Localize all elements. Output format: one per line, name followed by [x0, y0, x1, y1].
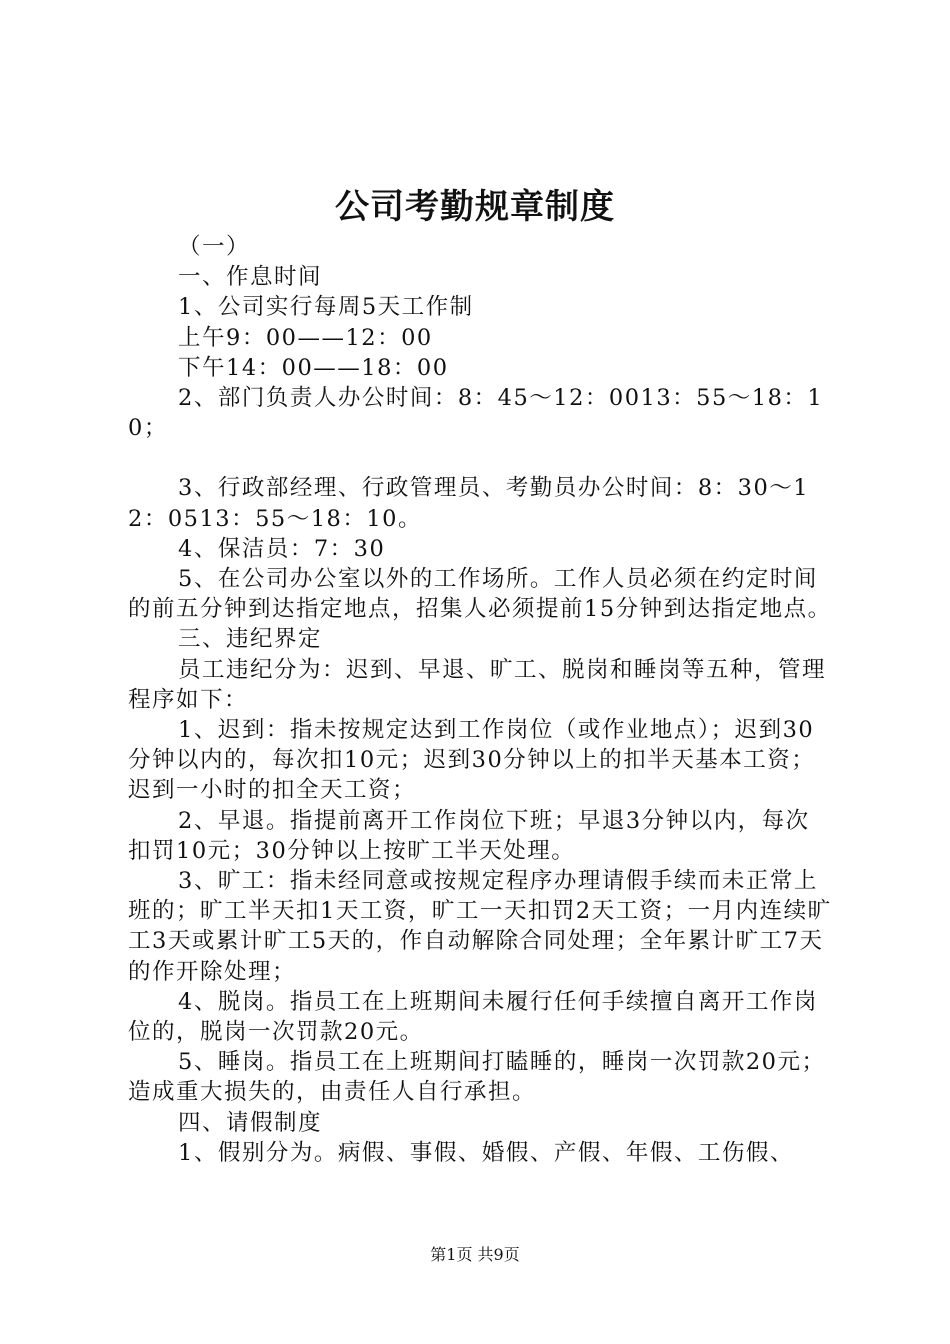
- paragraph: 1、迟到：指未按规定达到工作岗位（或作业地点）；迟到30分钟以内的，每次扣10元；迟到30分钟以上的扣半天基本工资；迟到一小时的扣全天工资；: [128, 717, 816, 804]
- blank-line: [128, 443, 832, 473]
- paragraph: 3、行政部经理、行政管理员、考勤员办公时间：8：30～12：0513：55～18：10。: [128, 475, 810, 532]
- paragraph: 5、在公司办公室以外的工作场所。工作人员必须在约定时间的前五分钟到达指定地点，招集人必须提前15分钟到达指定地点。: [128, 566, 832, 623]
- page-number: 第1页 共9页: [430, 1245, 520, 1264]
- paragraph: 5、睡岗。指员工在上班期间打瞌睡的，睡岗一次罚款20元；造成重大损失的，由责任人自行承担。: [128, 1049, 826, 1106]
- document-body: [128, 232, 832, 1168]
- paragraph: （一）: [178, 234, 251, 260]
- paragraph: 上午9：00——12：00: [178, 324, 433, 351]
- section-heading: 四、请假制度: [178, 1109, 323, 1136]
- paragraph: 2、部门负责人办公时间：8：45～12：0013：55～18：10；: [128, 385, 824, 442]
- paragraph: 下午14：00——18：00: [178, 354, 449, 381]
- document-title: 公司考勤规章制度: [335, 187, 615, 227]
- paragraph: 4、保洁员：7：30: [178, 535, 386, 562]
- paragraph: 员工违纪分为：迟到、早退、旷工、脱岗和睡岗等五种，管理程序如下：: [128, 656, 827, 713]
- paragraph: 2、早退。指提前离开工作岗位下班；早退3分钟以内，每次扣罚10元；30分钟以上按旷工半天处理。: [128, 807, 810, 864]
- paragraph: 1、假别分为。病假、事假、婚假、产假、年假、工伤假、: [178, 1139, 794, 1166]
- section-heading: 一、作息时间: [178, 264, 323, 291]
- paragraph: 4、脱岗。指员工在上班期间未履行任何手续擅自离开工作岗位的，脱岗一次罚款20元。: [128, 988, 818, 1046]
- section-heading: 三、违纪界定: [178, 626, 323, 653]
- paragraph: 1、公司实行每周5天工作制: [178, 294, 474, 321]
- paragraph: 3、旷工：指未经同意或按规定程序办理请假手续而未正常上班的；旷工半天扣1天工资，旷工一天扣罚2天工资；一月内连续旷工3天或累计旷工5天的，作自动解除合同处理；全年累计旷工7天的作开除处理；: [128, 868, 832, 985]
